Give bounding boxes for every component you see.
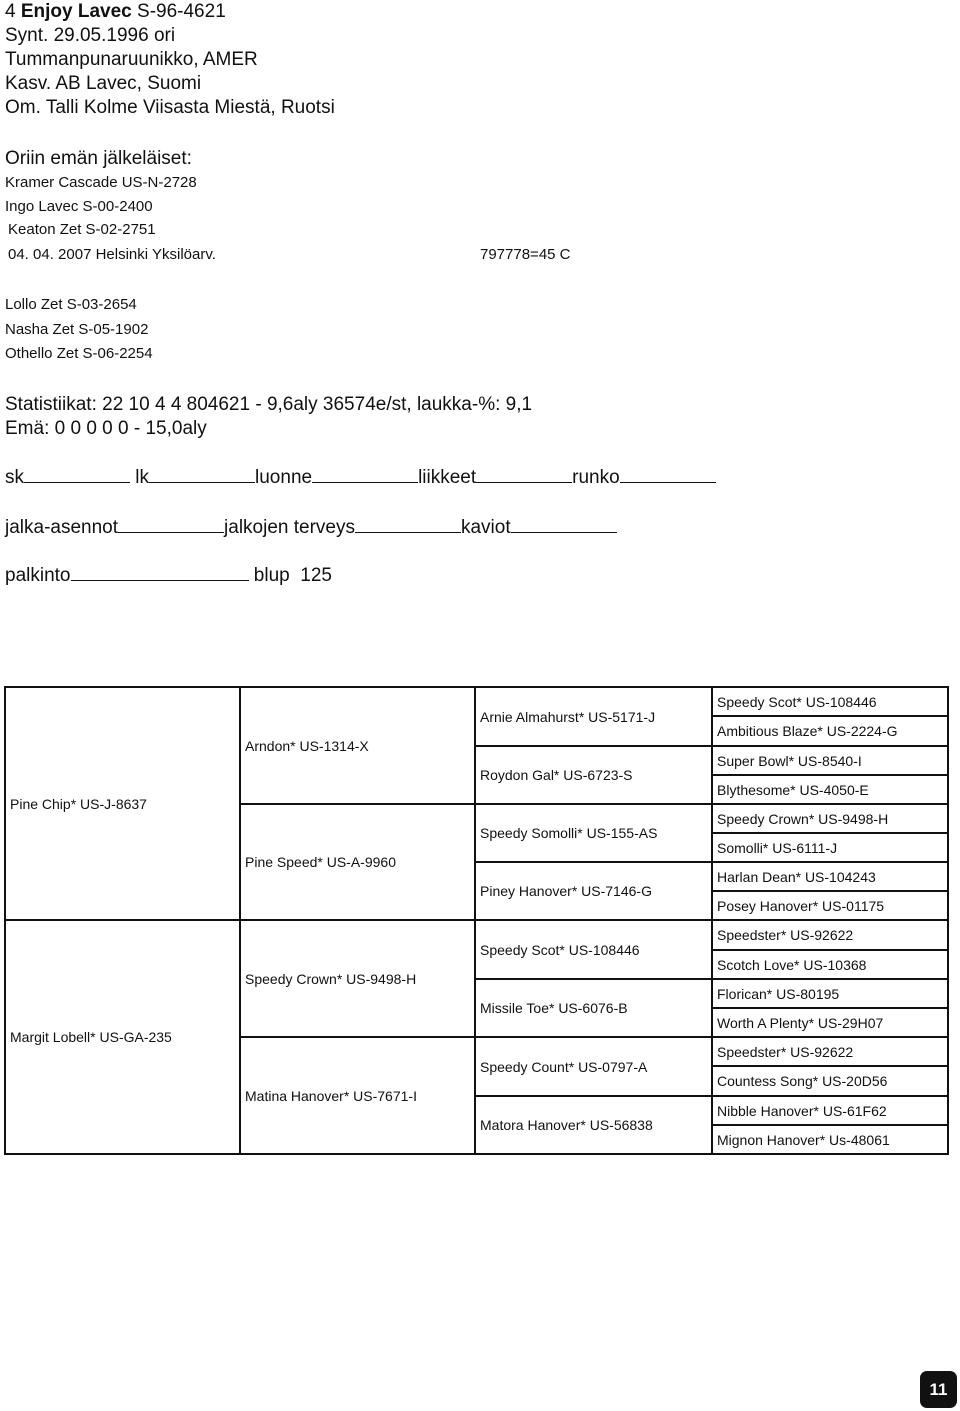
pedigree-gen2-cell: Matina Hanover* US-7671-I	[239, 1036, 476, 1155]
kaviot-label: kaviot	[460, 517, 511, 538]
birth-info: Synt. 29.05.1996 ori	[5, 25, 176, 46]
evaluation-row-3	[5, 562, 332, 587]
horse-reg-no: S-96-4621	[137, 1, 226, 22]
pedigree-gen2-cell: Arndon* US-1314-X	[239, 686, 476, 805]
horse-title	[5, 0, 226, 23]
stats-line: Statistiikat: 22 10 4 4 804621 - 9,6aly 36574e/st, laukka-%: 9,1	[5, 394, 533, 415]
offspring-item: Nasha Zet S-05-1902	[5, 321, 149, 338]
pedigree-gen3-cell: Speedy Scot* US-108446	[474, 919, 713, 980]
palkinto-label: palkinto	[5, 565, 71, 586]
jalkojen-terveys-label: jalkojen terveys	[224, 517, 355, 538]
owner-info: Om. Talli Kolme Viisasta Miestä, Ruotsi	[5, 97, 335, 118]
offspring-item: Lollo Zet S-03-2654	[5, 296, 137, 313]
offspring-item: Ingo Lavec S-00-2400	[5, 198, 153, 215]
offspring-title: Oriin emän jälkeläiset:	[5, 148, 192, 169]
pedigree-gen4-cell: Blythesome* US-4050-E	[711, 774, 949, 805]
sk-blank	[24, 464, 130, 483]
evaluation-row-1	[5, 464, 716, 489]
breeder-info: Kasv. AB Lavec, Suomi	[5, 73, 202, 94]
luonne-label: luonne	[255, 467, 313, 488]
pedigree-gen4-cell: Super Bowl* US-8540-I	[711, 745, 949, 776]
jalkojen-terveys-blank	[355, 514, 461, 533]
pedigree-dam: Margit Lobell* US-GA-235	[4, 919, 241, 1155]
luonne-blank	[312, 464, 418, 483]
evaluation-row-2	[5, 514, 617, 539]
color-info: Tummanpunaruunikko, AMER	[5, 49, 258, 70]
pedigree-gen3-cell: Piney Hanover* US-7146-G	[474, 861, 713, 921]
pedigree-gen4-cell: Countess Song* US-20D56	[711, 1065, 949, 1097]
jalka-asennot-blank	[118, 514, 224, 533]
lk-blank	[149, 464, 255, 483]
pedigree-gen4-cell: Ambitious Blaze* US-2224-G	[711, 715, 949, 747]
pedigree-sire: Pine Chip* US-J-8637	[4, 686, 241, 921]
entry-number: 4	[5, 1, 16, 22]
pedigree-gen4-cell: Speedster* US-92622	[711, 1036, 949, 1067]
pedigree-gen2-cell: Pine Speed* US-A-9960	[239, 803, 476, 921]
offspring-item: Kramer Cascade US-N-2728	[5, 174, 197, 191]
liikkeet-label: liikkeet	[418, 467, 477, 488]
jalka-asennot-label: jalka-asennot	[5, 517, 119, 538]
lk-label: lk	[135, 467, 150, 488]
pedigree-gen3-cell: Missile Toe* US-6076-B	[474, 978, 713, 1038]
pedigree-gen3-cell: Roydon Gal* US-6723-S	[474, 745, 713, 805]
pedigree-gen4-cell: Somolli* US-6111-J	[711, 832, 949, 863]
palkinto-blank	[71, 562, 249, 581]
offspring-item: Keaton Zet S-02-2751	[8, 221, 156, 238]
page-number: 11	[920, 1371, 957, 1408]
blup-value: 125	[300, 565, 332, 586]
event-score: 797778=45 C	[480, 246, 571, 263]
dam-stats-line: Emä: 0 0 0 0 0 - 15,0aly	[5, 418, 207, 439]
blup-label: blup	[253, 565, 290, 586]
pedigree-gen4-cell: Posey Hanover* US-01175	[711, 890, 949, 921]
sk-label: sk	[5, 467, 24, 488]
pedigree-gen4-cell: Harlan Dean* US-104243	[711, 861, 949, 892]
offspring-item: Othello Zet S-06-2254	[5, 345, 153, 362]
pedigree-gen4-cell: Speedy Crown* US-9498-H	[711, 803, 949, 834]
pedigree-gen4-cell: Mignon Hanover* Us-48061	[711, 1124, 949, 1155]
horse-name: Enjoy Lavec	[20, 1, 132, 22]
pedigree-gen4-cell: Nibble Hanover* US-61F62	[711, 1095, 949, 1126]
pedigree-gen3-cell: Matora Hanover* US-56838	[474, 1095, 713, 1155]
pedigree-gen3-cell: Speedy Count* US-0797-A	[474, 1036, 713, 1097]
pedigree-gen2-cell: Speedy Crown* US-9498-H	[239, 919, 476, 1038]
pedigree-gen3-cell: Speedy Somolli* US-155-AS	[474, 803, 713, 863]
runko-blank	[620, 464, 716, 483]
pedigree-gen3-cell: Arnie Almahurst* US-5171-J	[474, 686, 713, 747]
pedigree-gen4-cell: Scotch Love* US-10368	[711, 949, 949, 980]
pedigree-gen4-cell: Florican* US-80195	[711, 978, 949, 1009]
pedigree-gen4-cell: Worth A Plenty* US-29H07	[711, 1007, 949, 1038]
pedigree-gen4-cell: Speedy Scot* US-108446	[711, 686, 949, 717]
liikkeet-blank	[476, 464, 572, 483]
runko-label: runko	[572, 467, 620, 488]
kaviot-blank	[511, 514, 617, 533]
event-date-place: 04. 04. 2007 Helsinki Yksilöarv.	[8, 246, 216, 263]
pedigree-gen4-cell: Speedster* US-92622	[711, 919, 949, 951]
